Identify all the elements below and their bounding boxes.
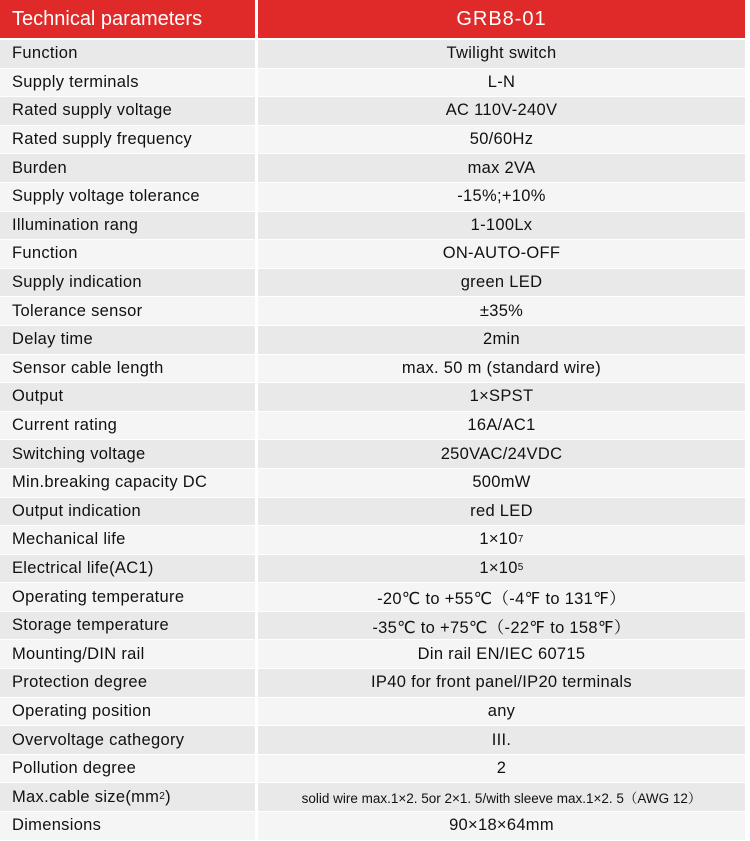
table-row [0,240,750,269]
row-label [0,183,258,211]
row-label-text: Sensor cable length [12,358,164,377]
row-label-text: Dimensions [12,816,102,835]
row-value-text: AC 110V-240V [445,101,558,120]
table-row [0,612,750,641]
table-row [0,526,750,555]
row-value [258,412,745,440]
table-body [0,40,750,841]
row-label [0,326,258,354]
row-value [258,783,745,811]
row-value-text: max. 50 m (standard wire) [401,358,602,377]
row-value-text: 50/60Hz [469,130,534,149]
row-value [258,669,745,697]
row-value [258,812,745,840]
row-label: Max.cable size(mm 2 ) [0,783,258,811]
row-value [258,297,745,325]
row-label-text: Operating temperature [12,587,185,606]
row-value-text: max 2VA [467,158,536,177]
row-label-text: Output indication [12,501,141,520]
row-value-text: 500mW [472,473,531,492]
table-row [0,126,750,155]
row-value [258,69,745,97]
row-value-text: -15%;+10% [457,187,546,206]
table-row [0,355,750,384]
table-row [0,669,750,698]
row-label-text: Rated supply voltage [12,101,173,120]
row-label [0,755,258,783]
row-value: 1×10 7 [258,526,745,554]
row-label [0,412,258,440]
row-value [258,583,745,611]
table-row [0,783,750,812]
row-label [0,812,258,840]
row-label [0,526,258,554]
row-label [0,154,258,182]
row-label [0,669,258,697]
row-value-text: -20℃ to +55℃（-4℉ to 131℉） [377,590,626,609]
table-row [0,97,750,126]
table-row [0,154,750,183]
table-row [0,326,750,355]
row-value [258,40,745,68]
row-label-text: Current rating [12,416,118,435]
row-value-text: green LED [460,273,543,292]
row-label-tail: ) [165,787,171,806]
row-label-text: Output [12,387,64,406]
row-label-text: Mechanical life [12,530,126,549]
row-value [258,355,745,383]
row-label [0,583,258,611]
row-value-text: Din rail EN/IEC 60715 [417,644,586,663]
row-value [258,469,745,497]
row-value [258,97,745,125]
row-label-text: Storage temperature [12,616,170,635]
table-row [0,383,750,412]
row-value-text: solid wire max.1×2. 5or 2×1. 5/with sleeve max.1×2. 5（AWG 12） [301,791,702,807]
row-label-text: Protection degree [12,673,148,692]
row-label [0,612,258,640]
row-value [258,326,745,354]
table-row [0,583,750,612]
row-value [258,383,745,411]
row-value [258,698,745,726]
row-value [258,612,745,640]
row-label-text: Burden [12,158,68,177]
row-value-text: any [487,701,516,720]
row-label-text: Max.cable size(mm [12,787,160,806]
row-label-text: Overvoltage cathegory [12,730,185,749]
row-label-text: Pollution degree [12,759,137,778]
header-parameters-label: Technical parameters [0,0,258,38]
row-value [258,183,745,211]
row-label [0,440,258,468]
row-value-text: ±35% [479,301,524,320]
table-row [0,726,750,755]
header-model: GRB8-01 [258,0,745,38]
row-value-text: 16A/AC1 [467,416,536,435]
table-row [0,297,750,326]
row-label [0,498,258,526]
row-label-text: Supply indication [12,273,142,292]
table-row [0,412,750,441]
table-row [0,640,750,669]
row-label [0,355,258,383]
table-row [0,183,750,212]
table-row [0,69,750,98]
row-label [0,97,258,125]
table-header [0,0,750,40]
row-label-text: Function [12,44,78,63]
row-label [0,469,258,497]
row-label [0,126,258,154]
row-value-text: ON-AUTO-OFF [442,244,561,263]
row-label [0,383,258,411]
row-label [0,698,258,726]
table-row [0,498,750,527]
table-row [0,469,750,498]
row-label [0,297,258,325]
row-label [0,555,258,583]
row-label-text: Mounting/DIN rail [12,644,145,663]
row-label-text: Illumination rang [12,215,139,234]
table-row [0,40,750,69]
row-value [258,240,745,268]
row-label-text: Min.breaking capacity DC [12,473,208,492]
row-value-text: III. [491,730,512,749]
row-label [0,726,258,754]
row-value-text: 1-100Lx [470,215,533,234]
row-label-text: Operating position [12,701,152,720]
row-value-text: Twilight switch [446,44,557,63]
row-value-text: 1×10 [479,558,518,577]
row-value-text: 90×18×64mm [449,816,554,835]
row-value [258,126,745,154]
row-value-text: 2min [483,330,520,349]
row-label-text: Rated supply frequency [12,130,192,149]
row-value-text: 1×10 [479,530,518,549]
row-value: 1×10 5 [258,555,745,583]
row-value-text: -35℃ to +75℃（-22℉ to 158℉） [372,618,631,637]
row-label-text: Tolerance sensor [12,301,143,320]
row-value [258,269,745,297]
row-value [258,726,745,754]
table-row [0,812,750,841]
table-row [0,440,750,469]
row-value [258,755,745,783]
row-label [0,240,258,268]
table-row [0,698,750,727]
table-row [0,212,750,241]
row-value [258,212,745,240]
table-row [0,755,750,784]
row-value-text: 250VAC/24VDC [440,444,563,463]
row-label [0,269,258,297]
row-value [258,440,745,468]
row-value-text: L-N [487,72,516,91]
row-label-text: Delay time [12,330,93,349]
row-label [0,640,258,668]
row-value-text: IP40 for front panel/IP20 terminals [371,673,632,692]
table-row [0,555,750,584]
row-value-text: red LED [470,501,533,520]
row-value [258,154,745,182]
row-label [0,40,258,68]
row-label [0,212,258,240]
row-value [258,498,745,526]
table-row [0,269,750,298]
row-value-text: 1×SPST [469,387,534,406]
row-label-text: Switching voltage [12,444,146,463]
row-value-text: 2 [496,759,507,778]
row-label-text: Electrical life(AC1) [12,558,154,577]
row-label-text: Supply voltage tolerance [12,187,200,206]
row-label [0,69,258,97]
row-value [258,640,745,668]
row-label-text: Function [12,244,78,263]
row-label-text: Supply terminals [12,72,139,91]
